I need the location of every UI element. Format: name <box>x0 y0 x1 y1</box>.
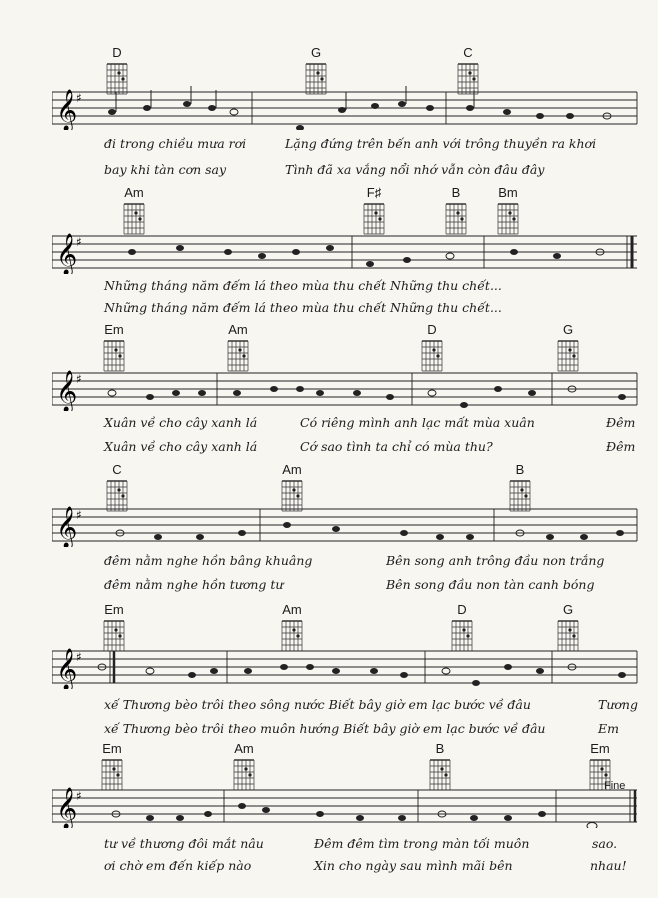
staff <box>52 86 640 130</box>
chord-name: D <box>457 602 467 617</box>
chord-name: Am <box>228 322 248 337</box>
chord-diagram <box>114 186 154 235</box>
lyric-line-2: Những tháng năm đếm lá theo mùa thu chết Những thu chết... <box>104 300 502 315</box>
chord-name: C <box>112 462 122 477</box>
treble-clef-icon: 𝄞 <box>56 371 78 411</box>
chord-diagram <box>436 186 476 235</box>
music-system-6 <box>0 742 658 892</box>
treble-clef-icon: 𝄞 <box>56 788 78 828</box>
chord-name: Em <box>104 322 124 337</box>
staff <box>52 503 640 547</box>
chord-name: Am <box>124 185 144 200</box>
music-system-1 <box>0 46 658 181</box>
lyric-line-1: Những tháng năm đếm lá theo mùa thu chết Những thu chết... <box>104 278 502 293</box>
chord-name: G <box>562 602 574 617</box>
chord-diagram <box>488 186 528 235</box>
lyric-line-1b: Tương <box>598 697 638 712</box>
staff <box>52 230 640 274</box>
fine-marking: Fine <box>604 780 626 792</box>
chord-name: G <box>310 45 322 60</box>
lyric-line-2a: đêm nằm nghe hồn tương tư <box>104 577 284 592</box>
music-system-2 <box>0 186 658 321</box>
lyric-line-1a: Xuân về cho cây xanh lá <box>104 415 258 430</box>
chord-name: Bm <box>498 185 518 200</box>
music-system-5 <box>0 603 658 743</box>
lyric-line-2a: bay khi tàn cơn say <box>104 162 227 177</box>
chord-name: D <box>112 45 122 60</box>
chord-name: G <box>562 322 574 337</box>
chord-name: Am <box>282 462 302 477</box>
lyric-line-1b: Đêm đêm tìm trong màn tối muôn <box>314 836 530 851</box>
lyric-line-1a: đi trong chiều mưa rơi <box>104 136 247 151</box>
lyric-line-2a: xế Thương bèo trôi theo muôn hướng Biết bây giờ em lạc bước về đâu <box>104 721 546 736</box>
chord-name: C <box>463 45 473 60</box>
lyric-line-2c: Đêm <box>606 439 636 454</box>
staff <box>52 784 640 828</box>
lyric-line-1a: tư về thương đôi mắt nâu <box>104 836 264 851</box>
lyric-line-1b: Có riêng mình anh lạc mất mùa xuân <box>300 415 535 430</box>
chord-name: Em <box>102 741 122 756</box>
lyric-line-1b: Bên song anh trông đầu non trắng <box>386 553 605 568</box>
chord-name: B <box>435 741 445 756</box>
lyric-line-1a: đêm nằm nghe hồn bâng khuâng <box>104 553 313 568</box>
treble-clef-icon: 𝄞 <box>56 649 78 689</box>
lyric-line-2b: Tình đã xa vắng nổi nhớ vẫn còn đâu đây <box>285 162 545 177</box>
music-system-3 <box>0 323 658 458</box>
lyric-line-2a: Xuân về cho cây xanh lá <box>104 439 258 454</box>
chord-name: B <box>451 185 461 200</box>
lyric-line-2c: nhau! <box>590 858 627 873</box>
chord-diagram <box>354 186 394 235</box>
svg-text:♯: ♯ <box>76 789 82 803</box>
svg-text:♯: ♯ <box>76 235 82 249</box>
svg-text:♯: ♯ <box>76 650 82 664</box>
svg-text:♯: ♯ <box>76 91 82 105</box>
chord-name: Am <box>282 602 302 617</box>
chord-name: B <box>515 462 525 477</box>
staff <box>52 367 640 411</box>
chord-diagram <box>412 323 452 372</box>
lyric-line-1c: sao. <box>592 836 618 851</box>
music-system-4 <box>0 463 658 598</box>
lyric-line-2b: Cớ sao tình ta chỉ có mùa thu? <box>300 439 493 454</box>
svg-text:♯: ♯ <box>76 372 82 386</box>
lyric-line-1a: xế Thương bèo trôi theo sông nước Biết bây giờ em lạc bước về đâu <box>104 697 531 712</box>
treble-clef-icon: 𝄞 <box>56 234 78 274</box>
lyric-line-1b: Lặng đứng trên bến anh với trông thuyền ra khơi <box>285 136 597 151</box>
chord-name: Am <box>234 741 254 756</box>
svg-text:♯: ♯ <box>76 508 82 522</box>
chord-name: Em <box>590 741 610 756</box>
treble-clef-icon: 𝄞 <box>56 90 78 130</box>
chord-diagram <box>94 323 134 372</box>
lyric-line-1c: Đêm <box>606 415 636 430</box>
chord-diagram <box>548 323 588 372</box>
chord-name: Em <box>104 602 124 617</box>
chord-name: D <box>427 322 437 337</box>
chord-diagram <box>218 323 258 372</box>
lyric-line-2b: Em <box>598 721 619 736</box>
lyric-line-2b: Bên song đầu non tàn canh bóng <box>386 577 595 592</box>
lyric-line-2b: Xin cho ngày sau mình mãi bên <box>314 858 513 873</box>
chord-name: F♯ <box>366 185 382 200</box>
lyric-line-2a: ơi chờ em đến kiếp nào <box>104 858 252 873</box>
staff <box>52 645 640 689</box>
treble-clef-icon: 𝄞 <box>56 507 78 547</box>
